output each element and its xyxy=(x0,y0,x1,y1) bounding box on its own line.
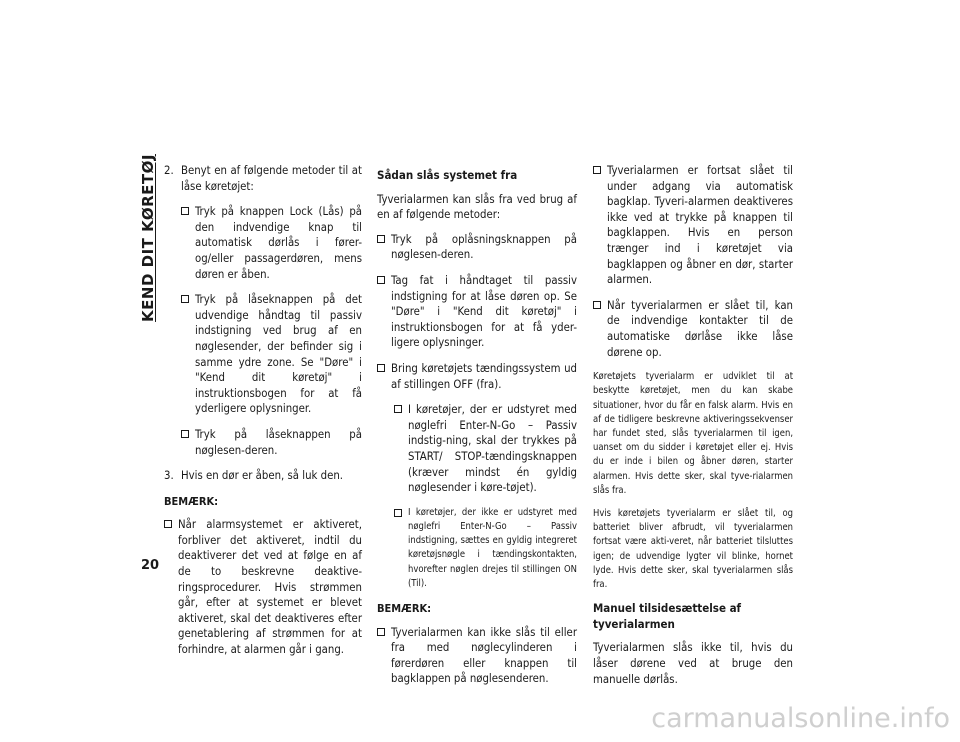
checkbox-bullet-icon xyxy=(377,276,385,284)
list-item: Tryk på låseknappen på nøglesen-deren. xyxy=(181,427,362,458)
list-item: Tryk på låseknappen på det udvendige håndtag til passiv indstigning ved brug af en nøglesender, der befinder sig i samme ydre zone. Se "Døre" i "Kend dit køretøj" i instruktionsbogen for at få yderligere oplysninger. xyxy=(181,292,362,417)
list-item: Tryk på oplåsningsknappen på nøglesen-deren. xyxy=(377,232,577,263)
step-number: 3. xyxy=(164,469,174,483)
step-text: Benyt en af følgende metoder til at låse køretøjet: xyxy=(181,164,362,193)
column-2 xyxy=(377,168,577,697)
checkbox-bullet-icon xyxy=(377,628,385,636)
list-item: Tryk på knappen Lock (Lås) på den indvendige knap til automatisk dørlås i fører- og/eller passagerdøren, mens døren er åben. xyxy=(181,204,362,282)
sub-list-item: I køretøjer, der ikke er udstyret med nøglefri Enter-N-Go – Passiv indstigning, sættes en gyldig integreret køretøjsnøgle i tændingskontakten, hvorefter nøglen drejes til stillingen ON (Til). xyxy=(394,506,577,591)
sub-list-item: I køretøjer, der er udstyret med nøglefri Enter-N-Go – Passiv indstig-ning, skal der trykkes på START/ STOP-tændingsknappen (kræver mindst én gyldig nøglesender i køre-tøjet). xyxy=(394,402,577,496)
checkbox-bullet-icon xyxy=(394,405,402,413)
checkbox-bullet-icon xyxy=(164,520,172,528)
checkbox-bullet-icon xyxy=(377,235,385,243)
step-number: 2. xyxy=(164,164,174,177)
page-number: 20 xyxy=(141,558,160,573)
list-item: Tyverialarmen er fortsat slået til under adgang via automatisk bagklap. Tyveri-alarmen deaktiveres ikke ved at trykke på knappen til bagklappen. Hvis en person trænger ind i køretøjet via bagklappen og åbner en dør, starter alarmen. xyxy=(593,163,793,288)
note-label: BEMÆRK: xyxy=(164,494,219,508)
checkbox-bullet-icon xyxy=(181,295,189,303)
checkbox-bullet-icon xyxy=(181,207,189,215)
intro-text: Tyverialarmen kan slås fra ved brug af en af følgende metoder: xyxy=(377,192,577,222)
checkbox-bullet-icon xyxy=(377,364,385,372)
numbered-step-2 xyxy=(164,163,362,194)
section-heading: Sådan slås systemet fra xyxy=(377,168,518,182)
list-item: Tag fat i håndtaget til passiv indstigning for at låse døren op. Se "Døre" i "Kend dit køretøj" i instruktionsbogen for at få yder-ligere oplysninger. xyxy=(377,273,577,351)
section-tab xyxy=(139,154,157,322)
section-tab-label: KEND DIT KØRETØJ xyxy=(139,154,157,322)
column-3 xyxy=(593,163,793,696)
list-item: Tyverialarmen kan ikke slås til eller fra med nøglecylinderen i førerdøren eller knappen til bagklappen på nøglesenderen. xyxy=(377,625,577,687)
checkbox-bullet-icon xyxy=(394,509,402,517)
step-text: Hvis en dør er åben, så luk den. xyxy=(181,469,344,483)
checkbox-bullet-icon xyxy=(181,430,189,438)
note-label: BEMÆRK: xyxy=(377,601,432,615)
small-note: Hvis køretøjets tyverialarm er slået til, og batteriet bliver afbrudt, vil tyverialarmen fortsat være akti-veret, når batteriet tilsluttes igen; de udvendige lygter vil blinke, hornet lyde. Hvis dette sker, skal tyverialarmen slås fra. xyxy=(593,507,793,590)
list-item: Når tyverialarmen er slået til, kan de indvendige kontakter til de automatiske dørlåse ikke låse dørene op. xyxy=(593,298,793,360)
numbered-step-3 xyxy=(164,468,362,484)
checkbox-bullet-icon xyxy=(593,301,601,309)
body-paragraph: Tyverialarmen slås ikke til, hvis du låser dørene ved at bruge den manuelle dørlås. xyxy=(593,641,793,686)
list-item: Bring køretøjets tændingssystem ud af stillingen OFF (fra). xyxy=(377,361,577,392)
column-1 xyxy=(164,163,362,668)
footer-watermark: carmanualsonline.info xyxy=(651,703,950,734)
section-heading: Manuel tilsidesættelse af tyverialarmen xyxy=(593,601,742,631)
list-item: Når alarmsystemet er aktiveret, forbliver det aktiveret, indtil du deaktiverer det ved at følge en af de to beskrevne deaktive-ringsprocedurer. Hvis strømmen går, efter at systemet er blevet aktiveret, skal det deaktiveres efter genetablering af strømmen for at forhindre, at alarmen går i gang. xyxy=(164,517,362,657)
checkbox-bullet-icon xyxy=(593,166,601,174)
small-note: Køretøjets tyverialarm er udviklet til at beskytte køretøjet, men du kan skabe situationer, hvor du får en falsk alarm. Hvis en af de tidligere beskrevne aktiveringssekvenser har fundet sted, slås tyverialarmen til igen, uanset om du sidder i køretøjet eller ej. Hvis du er inde i bilen og åbner døren, starter alarmen. Hvis dette sker, skal tyve-rialarmen slås fra. xyxy=(593,371,793,496)
